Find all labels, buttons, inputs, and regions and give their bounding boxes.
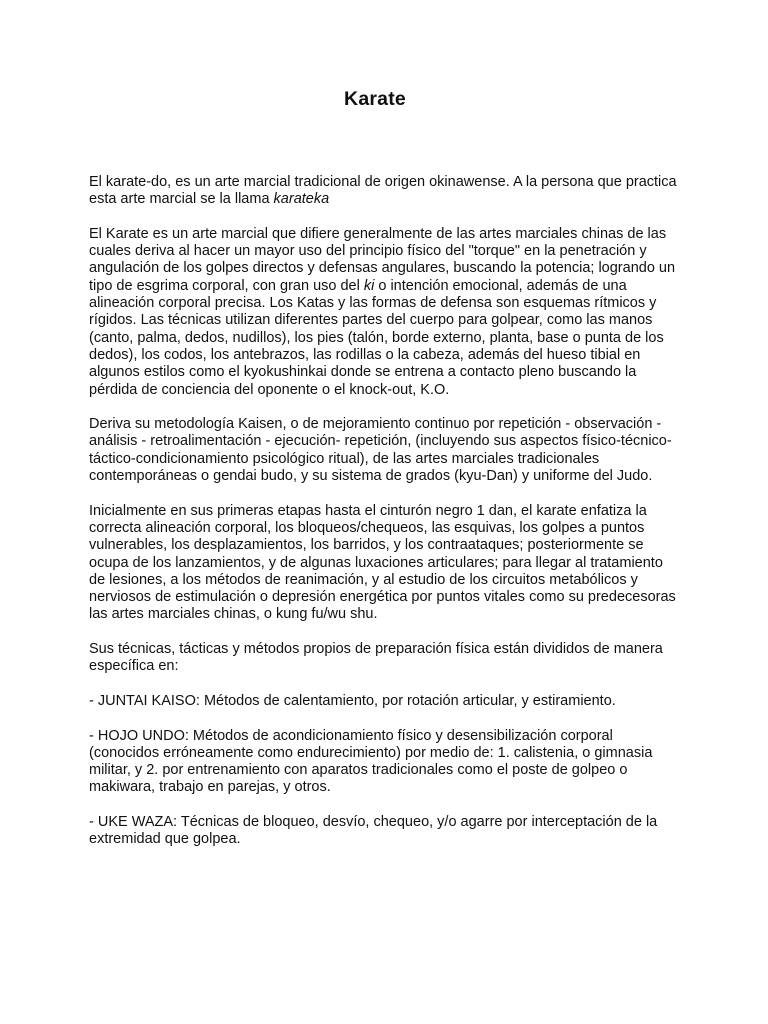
- paragraph-karate-principles: [89, 226, 683, 399]
- paragraph-text: El Karate es un arte marcial que difiere generalmente de las artes marciales chinas de las cuales deriva al hacer un mayor uso del principio físico del "torque" en la penetración y angulación de los golpes directos y defensas angulares, buscando la potencia; logrando un tipo de esgrima corporal, con gran uso del: [89, 225, 676, 294]
- paragraph-techniques-intro: Sus técnicas, tácticas y métodos propios de preparación física están divididos de manera específica en:: [89, 641, 663, 675]
- list-item-uke-waza: - UKE WAZA: Técnicas de bloqueo, desvío, chequeo, y/o agarre por interceptación de la extremidad que golpea.: [89, 813, 658, 848]
- ki-emphasis: ki: [363, 277, 375, 294]
- paragraph-text: o intención emocional, además de una alineación corporal precisa. Los Katas y las formas de defensa son esquemas rítmicos y rígidos. Las técnicas utilizan diferentes partes del cuerpo para golpear, como las manos (canto, palma, dedos, nudillos), los pies (talón, borde externo, planta, base o punta de los dedos), los codos, los antebrazos, las rodillas o la cabeza, además del hueso tibial en algunos estilos como el kyokushinkai donde se entrena a contacto pleno buscando la pérdida de conciencia del oponente o el knock-out, K.O.: [89, 277, 664, 398]
- list-item-hojo-undo: - HOJO UNDO: Métodos de acondicionamiento físico y desensibilización corporal (conocidos erróneamente como endurecimiento) por medio de: 1. calistenia, o gimnasia militar, y 2. por entrenamiento con aparatos tradicionales como el poste de golpeo o makiwara, trabajo en parejas, y otros.: [89, 727, 653, 796]
- document-title: Karate: [344, 88, 406, 110]
- paragraph-intro: [89, 174, 683, 209]
- intro-text: El karate-do, es un arte marcial tradicional de origen okinawense. A la persona que practica esta arte marcial se la llama: [89, 174, 677, 208]
- document-body: [89, 174, 683, 866]
- list-item-juntai-kaiso: - JUNTAI KAISO: Métodos de calentamiento, por rotación articular, y estiramiento.: [89, 692, 616, 709]
- intro-emphasis: karateka: [273, 191, 330, 208]
- paragraph-methodology: Deriva su metodología Kaisen, o de mejoramiento continuo por repetición - observación - análisis - retroalimentación - ejecución- repetición, (incluyendo sus aspectos físico-técnico-táctico-condicionamiento psicológico ritual), de las artes marciales tradicionales contemporáneas o gendai budo, y su sistema de grados (kyu-Dan) y uniforme del Judo.: [89, 416, 672, 485]
- paragraph-early-stages: Inicialmente en sus primeras etapas hasta el cinturón negro 1 dan, el karate enfatiza la correcta alineación corporal, los bloqueos/chequeos, las esquivas, los golpes a puntos vulnerables, los desplazamientos, los barridos, y los contraataques; posteriormente se ocupa de los lanzamientos, y de algunas luxaciones articulares; para llegar al tratamiento de lesiones, a los métodos de reanimación, y al estudio de los circuitos metabólicos y nerviosos de estimulación o depresión energética por puntos vitales como su predecesoras las artes marciales chinas, o kung fu/wu shu.: [89, 502, 676, 623]
